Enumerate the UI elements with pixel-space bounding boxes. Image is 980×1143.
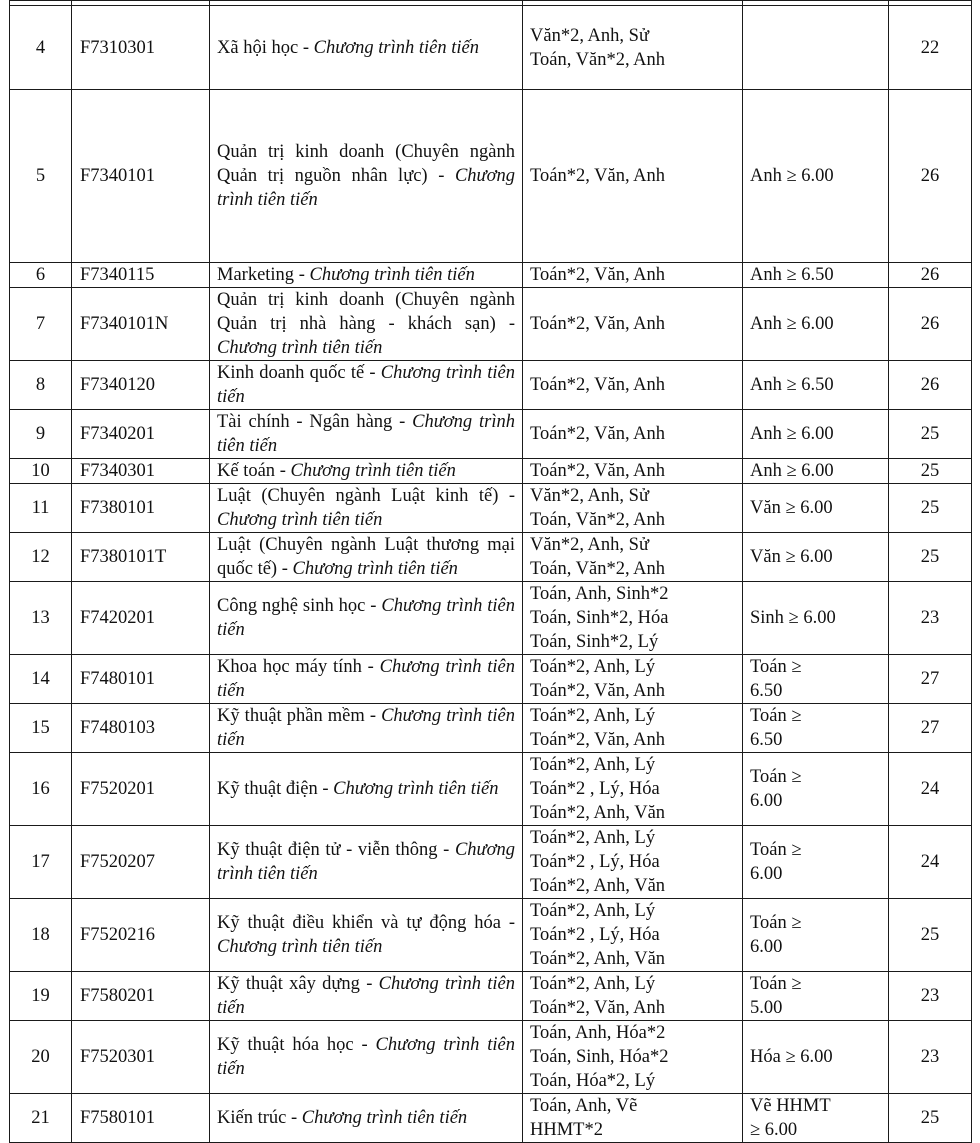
cutoff-score-cell: 25 [889,1094,972,1143]
subject-condition-cell [743,655,889,704]
program-code-cell: F7520207 [72,826,210,899]
subject-condition-cell [743,6,889,90]
cutoff-score-cell: 23 [889,582,972,655]
row-number-cell: 17 [10,826,72,899]
program-name-cell: Kỹ thuật hóa học - Chương trình tiên tiến [210,1021,523,1094]
subject-combination: Toán, Anh, Hóa*2 [530,1023,666,1043]
program-name-cell: Marketing - Chương trình tiên tiến [210,263,523,288]
subject-combinations-cell [523,899,743,972]
subject-condition-cell [743,484,889,533]
row-number-cell: 21 [10,1094,72,1143]
row-number-cell: 7 [10,288,72,361]
program-name-cell: Công nghệ sinh học - Chương trình tiên tiến [210,582,523,655]
cutoff-score-cell: 26 [889,90,972,263]
subject-combination: Toán, Sinh, Hóa*2 [530,1047,669,1067]
program-code-cell: F7340101N [72,288,210,361]
program-type: Chương trình tiên tiến [333,779,499,799]
subject-condition-cell [743,263,889,288]
program-name-cell: Quản trị kinh doanh (Chuyên ngành Quản trị nguồn nhân lực) - Chương trình tiên tiến [210,90,523,263]
subject-condition-cell [743,826,889,899]
row-number-cell: 8 [10,361,72,410]
subject-combination: Toán, Văn*2, Anh [530,559,666,579]
program-type: Chương trình tiên tiến [217,166,515,210]
subject-combination: Toán*2, Anh, Văn [530,949,666,969]
subject-condition-cell [743,582,889,655]
program-type: Chương trình tiên tiến [217,840,515,884]
subject-combination: Toán, Hóa*2, Lý [530,1071,656,1091]
subject-condition: Anh ≥ 6.50 [750,375,834,395]
subject-combination: Toán*2 , Lý, Hóa [530,925,660,945]
program-code-cell: F7480101 [72,655,210,704]
subject-condition: Anh ≥ 6.00 [750,166,834,186]
program-code-cell: F7520301 [72,1021,210,1094]
program-code-cell: F7340301 [72,459,210,484]
program-name-cell: Khoa học máy tính - Chương trình tiên tiến [210,655,523,704]
subject-combination: Toán, Anh, Vẽ [530,1096,638,1116]
subject-combination: Toán, Văn*2, Anh [530,49,666,70]
row-number-cell: 19 [10,972,72,1021]
row-number-cell: 16 [10,753,72,826]
subject-combination: Toán*2, Anh, Lý [530,901,656,921]
cutoff-score-cell: 25 [889,484,972,533]
subject-combination: Văn*2, Anh, Sử [530,486,649,506]
subject-condition: Vẽ HHMT ≥ 6.00 [750,1096,831,1140]
row-number-cell: 11 [10,484,72,533]
row-number-cell: 10 [10,459,72,484]
program-code-cell: F7520216 [72,899,210,972]
table-row [10,972,972,1021]
program-type: Chương trình tiên tiến [217,510,383,530]
program-name-cell: Tài chính - Ngân hàng - Chương trình tiên tiến [210,410,523,459]
program-name-cell: Kỹ thuật điều khiển và tự động hóa - Chương trình tiên tiến [210,899,523,972]
subject-combination: Văn*2, Anh, Sử [530,25,649,46]
admission-table-page [9,0,971,1143]
program-code-cell: F7340115 [72,263,210,288]
table-row [10,484,972,533]
cutoff-score-cell: 27 [889,655,972,704]
table-row [10,410,972,459]
program-code-cell: F7580201 [72,972,210,1021]
table-row [10,459,972,484]
table-row [10,6,972,90]
program-name: Tài chính - Ngân hàng [217,412,393,432]
subject-condition: Anh ≥ 6.00 [750,424,834,444]
program-name: Luật (Chuyên ngành Luật thương mại quốc tế) [217,535,515,579]
table-row [10,582,972,655]
cutoff-score-cell: 24 [889,826,972,899]
admission-table [9,0,972,1143]
subject-combination: Toán*2, Văn, Anh [530,265,666,285]
subject-condition-cell [743,753,889,826]
cutoff-score-cell: 25 [889,459,972,484]
subject-combinations-cell [523,90,743,263]
row-number-cell: 4 [10,6,72,90]
subject-combinations-cell [523,459,743,484]
program-name-cell: Kiến trúc - Chương trình tiên tiến [210,1094,523,1143]
subject-combination: Toán*2, Anh, Lý [530,706,656,726]
cutoff-score-cell: 22 [889,6,972,90]
subject-combination: Toán*2, Văn, Anh [530,730,666,750]
subject-combinations-cell [523,484,743,533]
subject-condition-cell [743,288,889,361]
subject-combination: Văn*2, Anh, Sử [530,535,649,555]
table-row [10,753,972,826]
subject-combinations-cell [523,655,743,704]
subject-combination: Toán*2, Anh, Văn [530,876,666,896]
program-code-cell: F7340120 [72,361,210,410]
row-number-cell: 15 [10,704,72,753]
program-name: Kế toán [217,461,276,481]
program-type: Chương trình tiên tiến [217,596,515,640]
subject-combination: Toán, Anh, Sinh*2 [530,584,669,604]
subject-combinations-cell [523,704,743,753]
row-number-cell: 6 [10,263,72,288]
subject-condition: Sinh ≥ 6.00 [750,608,836,628]
subject-combination: Toán, Sinh*2, Hóa [530,608,669,628]
subject-combinations-cell [523,6,743,90]
subject-condition: Văn ≥ 6.00 [750,498,833,518]
program-code-cell: F7310301 [72,6,210,90]
subject-combination: Toán*2, Văn, Anh [530,166,666,186]
program-name: Quản trị kinh doanh (Chuyên ngành Quản trị nguồn nhân lực) [217,142,515,186]
subject-combination: Toán, Văn*2, Anh [530,510,666,530]
subject-condition: Anh ≥ 6.50 [750,265,834,285]
subject-combinations-cell [523,288,743,361]
program-name-cell: Kế toán - Chương trình tiên tiến [210,459,523,484]
cutoff-score-cell: 25 [889,410,972,459]
row-number-cell: 12 [10,533,72,582]
table-row [10,288,972,361]
subject-combination: Toán*2, Anh, Lý [530,974,656,994]
program-name: Khoa học máy tính [217,657,362,677]
subject-combination: Toán*2, Anh, Văn [530,803,666,823]
subject-combination: Toán*2, Anh, Lý [530,755,656,775]
subject-combinations-cell [523,753,743,826]
program-name-cell: Xã hội học - Chương trình tiên tiến [210,6,523,90]
subject-combinations-cell [523,1021,743,1094]
program-name-cell: Kỹ thuật xây dựng - Chương trình tiên tiến [210,972,523,1021]
program-name-cell: Kỹ thuật phần mềm - Chương trình tiên tiến [210,704,523,753]
subject-combination: Toán*2, Văn, Anh [530,375,666,395]
program-name-cell: Quản trị kinh doanh (Chuyên ngành Quản trị nhà hàng - khách sạn) - Chương trình tiên tiến [210,288,523,361]
program-type: Chương trình tiên tiến [217,706,515,750]
program-name: Kỹ thuật phần mềm [217,706,365,726]
program-type: Chương trình tiên tiến [217,974,515,1018]
subject-condition-cell [743,1021,889,1094]
subject-combination: Toán*2, Văn, Anh [530,314,666,334]
table-row [10,655,972,704]
subject-condition-cell [743,972,889,1021]
row-number-cell: 9 [10,410,72,459]
program-name: Xã hội học [217,37,299,58]
subject-combination: Toán, Sinh*2, Lý [530,632,659,652]
subject-combination: Toán*2, Văn, Anh [530,998,666,1018]
subject-condition: Anh ≥ 6.00 [750,314,834,334]
subject-condition: Toán ≥ 6.00 [750,840,802,884]
subject-condition-cell [743,899,889,972]
row-number-cell: 5 [10,90,72,263]
program-name-cell: Luật (Chuyên ngành Luật kinh tế) - Chương trình tiên tiến [210,484,523,533]
subject-combinations-cell [523,972,743,1021]
program-name: Kiến trúc [217,1108,287,1128]
subject-condition: Anh ≥ 6.00 [750,461,834,481]
subject-condition-cell [743,90,889,263]
program-code-cell: F7340101 [72,90,210,263]
subject-combinations-cell [523,361,743,410]
subject-combinations-cell [523,263,743,288]
program-type: Chương trình tiên tiến [292,559,458,579]
subject-combination: Toán*2 , Lý, Hóa [530,852,660,872]
cutoff-score-cell: 24 [889,753,972,826]
subject-condition: Văn ≥ 6.00 [750,547,833,567]
subject-combination: Toán*2, Anh, Lý [530,657,656,677]
table-row [10,533,972,582]
row-number-cell: 14 [10,655,72,704]
cutoff-score-cell: 27 [889,704,972,753]
row-number-cell: 20 [10,1021,72,1094]
row-number-cell: 13 [10,582,72,655]
program-type: Chương trình tiên tiến [217,412,515,456]
program-code-cell: F7420201 [72,582,210,655]
program-type: Chương trình tiên tiến [217,1035,515,1079]
program-type: Chương trình tiên tiến [217,363,515,407]
table-row [10,263,972,288]
program-name-cell: Kỹ thuật điện tử - viễn thông - Chương trình tiên tiến [210,826,523,899]
program-code-cell: F7580101 [72,1094,210,1143]
table-row [10,90,972,263]
program-name: Kỹ thuật xây dựng [217,974,360,994]
program-name: Quản trị kinh doanh (Chuyên ngành Quản trị nhà hàng - khách sạn) [217,290,515,334]
subject-combinations-cell [523,410,743,459]
table-row [10,1021,972,1094]
table-row [10,704,972,753]
subject-condition: Toán ≥ 6.50 [750,706,802,750]
subject-combinations-cell [523,826,743,899]
program-name-cell: Luật (Chuyên ngành Luật thương mại quốc tế) - Chương trình tiên tiến [210,533,523,582]
program-name: Kỹ thuật điều khiển và tự động hóa [217,913,501,933]
subject-condition-cell [743,704,889,753]
subject-condition-cell [743,1094,889,1143]
table-body [10,1,972,1143]
program-name-cell: Kỹ thuật điện - Chương trình tiên tiến [210,753,523,826]
program-name-cell: Kinh doanh quốc tế - Chương trình tiên tiến [210,361,523,410]
table-row [10,826,972,899]
cutoff-score-cell: 26 [889,361,972,410]
subject-condition-cell [743,361,889,410]
subject-combination: Toán*2 , Lý, Hóa [530,779,660,799]
subject-combinations-cell [523,582,743,655]
cutoff-score-cell: 25 [889,533,972,582]
program-type: Chương trình tiên tiến [217,937,383,957]
subject-condition-cell [743,533,889,582]
program-type: Chương trình tiên tiến [290,461,456,481]
program-name: Kinh doanh quốc tế [217,363,365,383]
program-code-cell: F7340201 [72,410,210,459]
program-name: Kỹ thuật điện tử - viễn thông [217,840,438,860]
subject-combination: Toán*2, Văn, Anh [530,461,666,481]
cutoff-score-cell: 26 [889,263,972,288]
program-type: Chương trình tiên tiến [301,1108,468,1128]
subject-condition: Toán ≥ 5.00 [750,974,802,1018]
subject-combination: Toán*2, Anh, Lý [530,828,656,848]
cutoff-score-cell: 25 [889,899,972,972]
table-row [10,361,972,410]
row-number-cell: 18 [10,899,72,972]
subject-combination: Toán*2, Văn, Anh [530,681,666,701]
program-type: Chương trình tiên tiến [313,37,479,58]
program-type: Chương trình tiên tiến [217,338,383,358]
subject-condition-cell [743,410,889,459]
subject-combinations-cell [523,533,743,582]
subject-condition: Hóa ≥ 6.00 [750,1047,833,1067]
table-row [10,899,972,972]
program-code-cell: F7380101T [72,533,210,582]
subject-combinations-cell [523,1094,743,1143]
subject-condition: Toán ≥ 6.00 [750,913,802,957]
subject-condition: Toán ≥ 6.50 [750,657,802,701]
program-name: Kỹ thuật điện [217,779,318,799]
cutoff-score-cell: 26 [889,288,972,361]
subject-condition: Toán ≥ 6.00 [750,767,802,811]
program-code-cell: F7480103 [72,704,210,753]
subject-combination: Toán*2, Văn, Anh [530,424,666,444]
program-type: Chương trình tiên tiến [309,265,475,285]
subject-condition-cell [743,459,889,484]
table-row [10,1094,972,1143]
program-name: Kỹ thuật hóa học [217,1035,354,1055]
program-code-cell: F7520201 [72,753,210,826]
subject-combination: HHMT*2 [530,1120,603,1140]
cutoff-score-cell: 23 [889,972,972,1021]
program-type: Chương trình tiên tiến [217,657,515,701]
program-name: Công nghệ sinh học [217,596,366,616]
program-name: Marketing [217,265,295,285]
program-name: Luật (Chuyên ngành Luật kinh tế) [217,486,499,506]
cutoff-score-cell: 23 [889,1021,972,1094]
program-code-cell: F7380101 [72,484,210,533]
